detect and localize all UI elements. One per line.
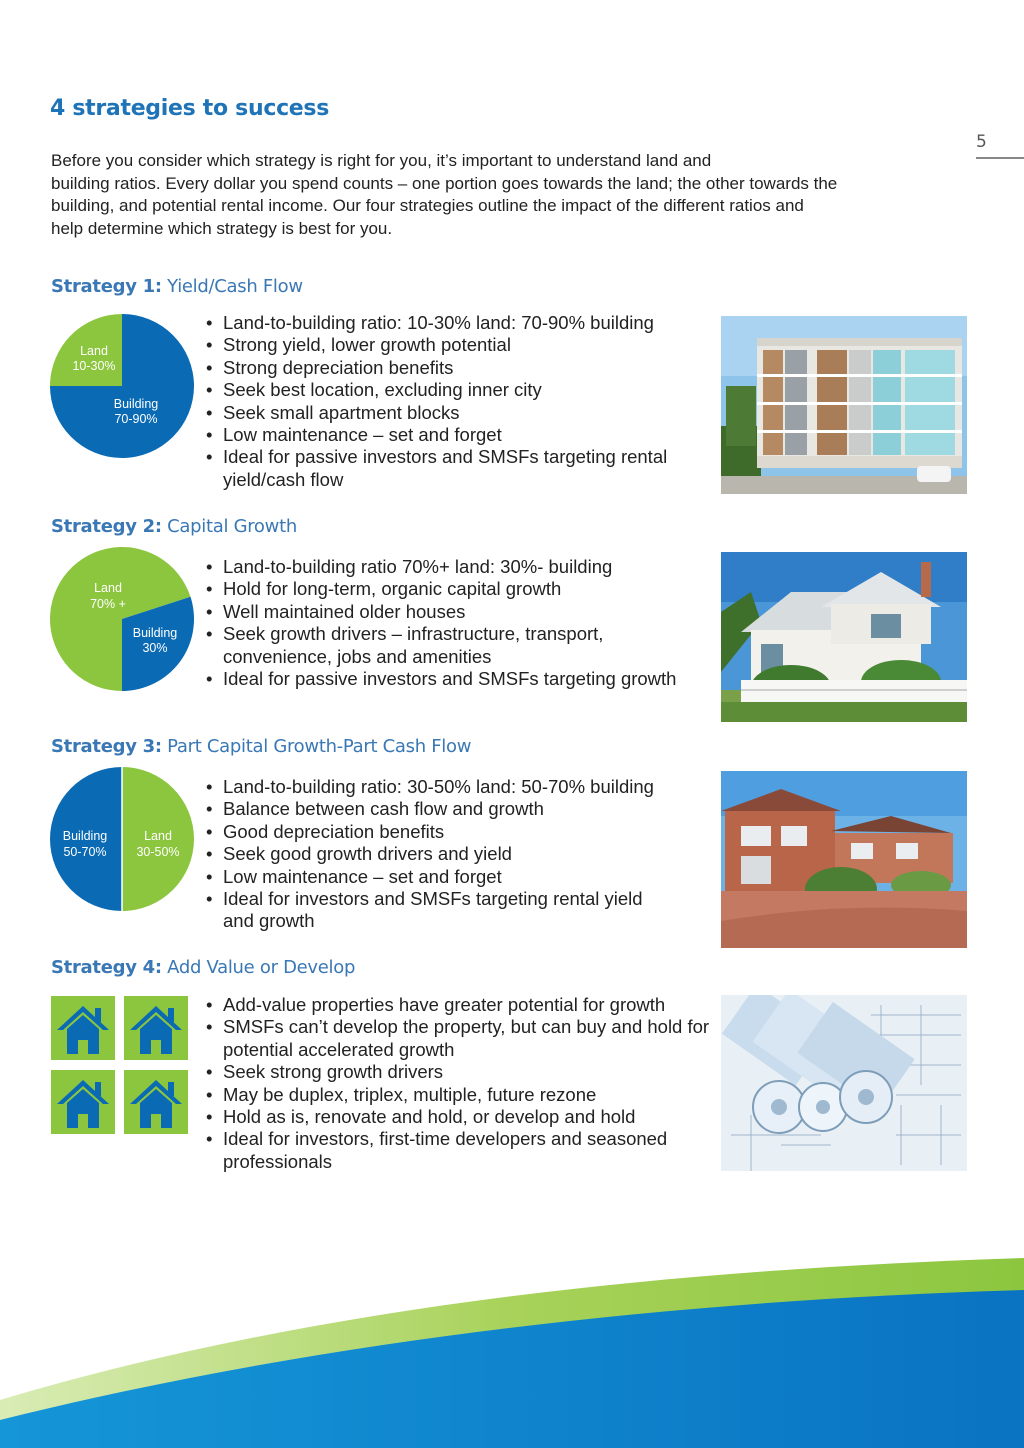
list-item: • Strong yield, lower growth potential	[206, 334, 711, 356]
footer-wave	[0, 1250, 1024, 1448]
pie-label-land: Land	[94, 581, 122, 595]
strategy-2-title	[51, 516, 297, 537]
list-item: • Hold for long-term, organic capital growth	[206, 578, 711, 600]
house-icon	[124, 1070, 188, 1134]
list-item: • Ideal for investors, first-time developers and seasoned professionals	[206, 1128, 713, 1173]
pie-label-building: Building	[132, 626, 178, 640]
pie-label-land: Land	[80, 344, 108, 358]
intro-paragraph	[51, 150, 951, 240]
strategy-2-pie-chart	[50, 547, 194, 691]
strategy-1-bullets	[206, 312, 711, 491]
pie-label-building: Building	[113, 397, 159, 411]
list-item: • Land-to-building ratio 70%+ land: 30%- building	[206, 556, 711, 578]
strategy-2-bullets	[206, 556, 711, 690]
pie-value-building: 70-90%	[114, 412, 158, 426]
intro-line: building ratios. Every dollar you spend counts – one portion goes towards the land; the other towards the	[51, 173, 838, 193]
strategy-1-name: Yield/Cash Flow	[167, 276, 303, 297]
strategy-2-name: Capital Growth	[167, 516, 297, 537]
apartment-block-photo	[721, 316, 967, 494]
list-item: • Ideal for passive investors and SMSFs targeting growth	[206, 668, 711, 690]
list-item: • Seek good growth drivers and yield	[206, 843, 711, 865]
list-item: • Seek growth drivers – infrastructure, transport, convenience, jobs and amenities	[206, 623, 653, 668]
list-item: • Good depreciation benefits	[206, 821, 711, 843]
house-icon	[51, 1070, 115, 1134]
list-item: • Ideal for passive investors and SMSFs targeting rental yield/cash flow	[206, 446, 683, 491]
list-item: • Low maintenance – set and forget	[206, 424, 711, 446]
pie-value-building: 50-70%	[63, 845, 107, 859]
heritage-house-photo	[721, 552, 967, 722]
strategy-3-name: Part Capital Growth-Part Cash Flow	[167, 736, 472, 757]
list-item: • Low maintenance – set and forget	[206, 866, 711, 888]
house-icon-tile	[124, 996, 188, 1060]
pie-value-land: 30-50%	[136, 845, 180, 859]
strategy-4-label: Strategy 4:	[51, 957, 162, 978]
list-item: • Strong depreciation benefits	[206, 357, 711, 379]
pie-value-building: 30%	[142, 641, 168, 655]
list-item: • Well maintained older houses	[206, 601, 711, 623]
page-heading: 4 strategies to success	[50, 96, 330, 121]
strategy-1-pie-chart	[50, 314, 194, 458]
pie-value-land: 70% +	[90, 597, 126, 611]
list-item: • Seek small apartment blocks	[206, 402, 711, 424]
townhouses-photo	[721, 771, 967, 948]
page-number-rule	[976, 157, 1024, 159]
house-icon-tile	[51, 1070, 115, 1134]
strategy-3-title	[51, 736, 471, 757]
pie-value-land: 10-30%	[72, 359, 116, 373]
list-item: • Land-to-building ratio: 10-30% land: 70-90% building	[206, 312, 711, 334]
strategy-4-title	[51, 957, 355, 978]
strategy-4-bullets	[206, 994, 711, 1173]
house-icon	[124, 996, 188, 1060]
intro-line: building, and potential rental income. Our four strategies outline the impact of the different ratios and	[51, 196, 804, 215]
strategy-1-title	[51, 276, 303, 297]
blueprints-photo	[721, 995, 967, 1171]
list-item: • Balance between cash flow and growth	[206, 798, 711, 820]
list-item: • May be duplex, triplex, multiple, future rezone	[206, 1084, 711, 1106]
list-item: • Land-to-building ratio: 30-50% land: 50-70% building	[206, 776, 711, 798]
pie-label-land: Land	[144, 829, 172, 843]
house-icon	[51, 996, 115, 1060]
page-number: 5	[976, 132, 987, 152]
intro-line: Before you consider which strategy is right for you, it’s important to understand land and	[51, 151, 712, 170]
house-icon-tile	[51, 996, 115, 1060]
intro-line: help determine which strategy is best for you.	[51, 218, 393, 238]
strategy-3-pie-chart	[50, 767, 194, 911]
strategy-1-label: Strategy 1:	[51, 276, 162, 297]
list-item: • Ideal for investors and SMSFs targeting rental yield and growth	[206, 888, 643, 933]
list-item: • Hold as is, renovate and hold, or develop and hold	[206, 1106, 711, 1128]
strategy-3-bullets	[206, 776, 711, 933]
list-item: • Seek strong growth drivers	[206, 1061, 711, 1083]
pie-label-building: Building	[62, 829, 108, 843]
house-icon-tile	[124, 1070, 188, 1134]
strategy-4-name: Add Value or Develop	[167, 957, 356, 978]
strategy-3-label: Strategy 3:	[51, 736, 162, 757]
strategy-2-label: Strategy 2:	[51, 516, 162, 537]
list-item: • SMSFs can’t develop the property, but can buy and hold for potential accelerated growth	[206, 1016, 711, 1061]
list-item: • Add-value properties have greater potential for growth	[206, 994, 711, 1016]
list-item: • Seek best location, excluding inner city	[206, 379, 711, 401]
